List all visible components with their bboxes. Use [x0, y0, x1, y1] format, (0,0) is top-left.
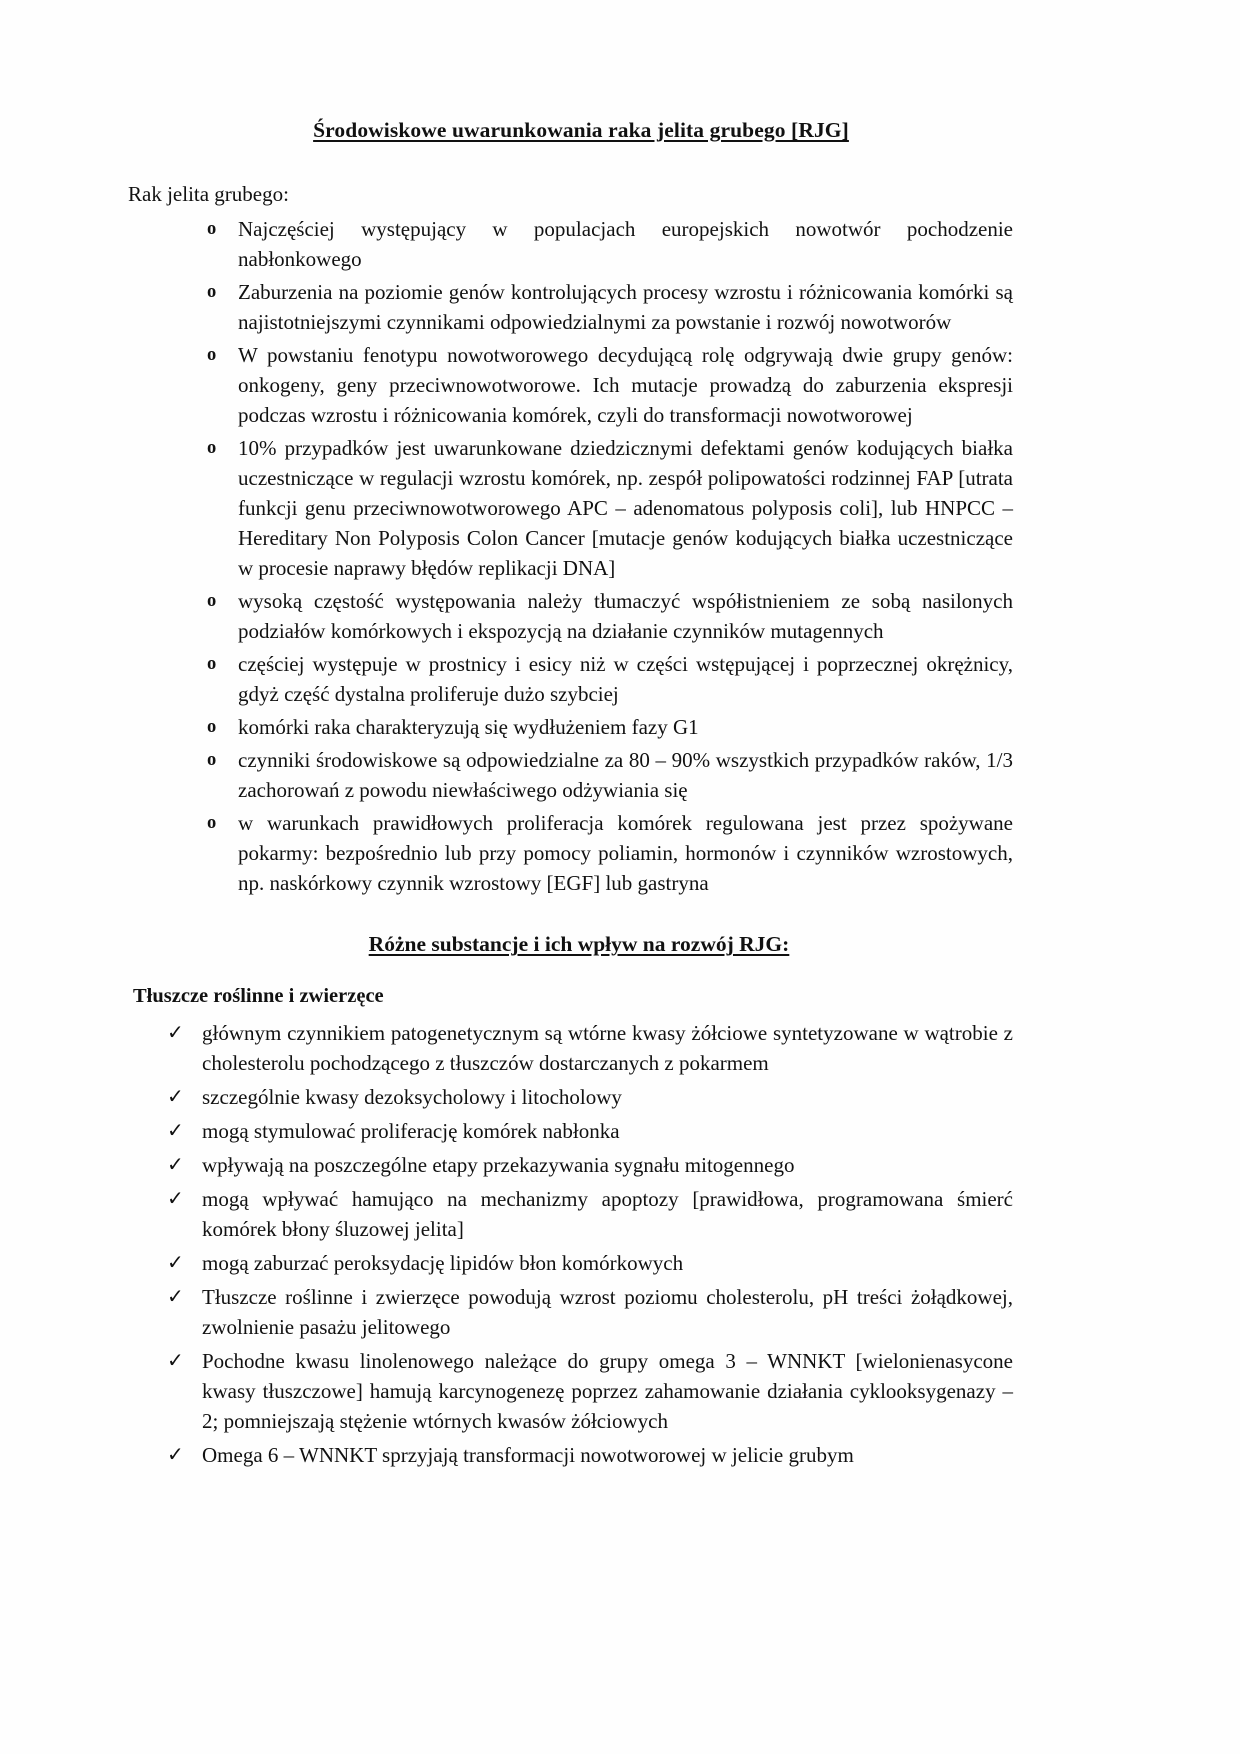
check-bullet-icon: ✓: [167, 1444, 184, 1467]
list-item-text: czynniki środowiskowe są odpowiedzialne za 80 – 90% wszystkich przypadków raków, 1/3 zachorowań z powodu niewłaściwego odżywiania się: [238, 748, 1013, 803]
list-item-text: Najczęściej występujący w populacjach europejskich nowotwór pochodzenie nabłonkowego: [238, 217, 1013, 272]
list-item: [125, 1282, 1015, 1342]
list-item-text: Pochodne kwasu linolenowego należące do grupy omega 3 – WNNKT [wielonienasycone kwasy tłuszczowe] hamują karcynogenezę poprzez zahamowanie działania cyklooksygenazy –2; pomniejszają stężenie wtórnych kwasów żółciowych: [202, 1349, 1013, 1434]
check-bullet-icon: ✓: [167, 1021, 184, 1044]
check-bullet-icon: ✓: [167, 1350, 184, 1373]
list-item: [125, 214, 1015, 274]
list-item: [125, 1184, 1015, 1244]
check-bullet-icon: ✓: [167, 1187, 184, 1210]
document-content: [125, 118, 1015, 1474]
list-item: [125, 1082, 1015, 1112]
circle-bullet-icon: o: [207, 345, 217, 366]
colorectal-cancer-list: [125, 214, 1015, 898]
list-item: [125, 340, 1015, 430]
page-title: Środowiskowe uwarunkowania raka jelita grubego [RJG]: [313, 118, 849, 142]
list-item: [125, 1018, 1015, 1078]
list-item-text: głównym czynnikiem patogenetycznym są wtórne kwasy żółciowe syntetyzowane w wątrobie z cholesterolu pochodzącego z tłuszczów dostarczanych z pokarmem: [202, 1020, 1013, 1075]
list-item-text: szczególnie kwasy dezoksycholowy i litocholowy: [202, 1084, 622, 1109]
circle-bullet-icon: o: [207, 438, 217, 459]
circle-bullet-icon: o: [207, 750, 217, 771]
list-item-text: mogą stymulować proliferację komórek nabłonka: [202, 1118, 620, 1143]
list-item-text: 10% przypadków jest uwarunkowane dziedzicznymi defektami genów kodujących białka uczestniczące w regulacji wzrostu komórek, np. zespół polipowatości rodzinnej FAP [utrata funkcji genu przeciwnowotworowego APC – adenomatous polyposis coli], lub HNPCC – Hereditary Non Polyposis Colon Cancer [mutacje genów kodujących białka uczestniczące w procesie naprawy błędów replikacji DNA]: [238, 436, 1013, 581]
list-item-text: Tłuszcze roślinne i zwierzęce powodują wzrost poziomu cholesterolu, pH treści żołądkowej, zwolnienie pasażu jelitowego: [202, 1285, 1013, 1340]
check-bullet-icon: ✓: [167, 1119, 184, 1142]
list-item: [125, 1116, 1015, 1146]
list-item-text: mogą wpływać hamująco na mechanizmy apoptozy [prawidłowa, programowana śmierć komórek błony śluzowej jelita]: [202, 1186, 1013, 1241]
circle-bullet-icon: o: [207, 219, 217, 240]
list-item: [125, 433, 1015, 583]
fats-effects-list: [125, 1018, 1015, 1470]
list-item: [125, 1150, 1015, 1180]
check-bullet-icon: ✓: [167, 1252, 184, 1275]
circle-bullet-icon: o: [207, 654, 217, 675]
circle-bullet-icon: o: [207, 813, 217, 834]
check-bullet-icon: ✓: [167, 1153, 184, 1176]
circle-bullet-icon: o: [207, 717, 217, 738]
list-item: [125, 649, 1015, 709]
list-item-text: w warunkach prawidłowych proliferacja komórek regulowana jest przez spożywane pokarmy: bezpośrednio lub przy pomocy poliamin, hormonów i czynników wzrostowych, np. naskórkowy czynnik wzrostowy [EGF] lub gastryna: [238, 811, 1013, 896]
check-bullet-icon: ✓: [167, 1085, 184, 1108]
list-item: [125, 1346, 1015, 1436]
list-item: [125, 1248, 1015, 1278]
list-item: [125, 277, 1015, 337]
list-item: [125, 745, 1015, 805]
list-item-text: W powstaniu fenotypu nowotworowego decydującą rolę odgrywają dwie grupy genów: onkogeny, geny przeciwnowotworowe. Ich mutacje prowadzą do zaburzenia ekspresji podczas wzrostu i różnicowania komórek, czyli do transformacji nowotworowej: [238, 343, 1013, 428]
list-item-text: Omega 6 – WNNKT sprzyjają transformacji nowotworowej w jelicie grubym: [202, 1443, 854, 1468]
list-item-text: wpływają na poszczególne etapy przekazywania sygnału mitogennego: [202, 1152, 795, 1177]
list-item: [125, 808, 1015, 898]
list-item-text: wysoką częstość występowania należy tłumaczyć współistnieniem ze sobą nasilonych podziałów komórkowych i ekspozycją na działanie czynników mutagennych: [238, 589, 1013, 644]
list-item: [125, 712, 1015, 742]
circle-bullet-icon: o: [207, 591, 217, 612]
list-item-text: komórki raka charakteryzują się wydłużeniem fazy G1: [238, 715, 699, 740]
list-item: [125, 586, 1015, 646]
list-item-text: mogą zaburzać peroksydację lipidów błon komórkowych: [202, 1251, 684, 1276]
list-item-text: Zaburzenia na poziomie genów kontrolujących procesy wzrostu i różnicowania komórki są najistotniejszymi czynnikami odpowiedzialnymi za powstanie i rozwój nowotworów: [238, 280, 1013, 335]
check-bullet-icon: ✓: [167, 1286, 184, 1309]
subsection-heading-fats: Tłuszcze roślinne i zwierzęce: [133, 985, 384, 1008]
list-item: [125, 1440, 1015, 1470]
lead-in-text: Rak jelita grubego:: [128, 181, 289, 206]
section-heading-substances: Różne substancje i ich wpływ na rozwój RJG:: [368, 932, 790, 957]
list-item-text: częściej występuje w prostnicy i esicy niż w części wstępującej i poprzecznej okrężnicy, gdyż część dystalna proliferuje dużo szybciej: [238, 652, 1013, 707]
circle-bullet-icon: o: [207, 282, 217, 303]
